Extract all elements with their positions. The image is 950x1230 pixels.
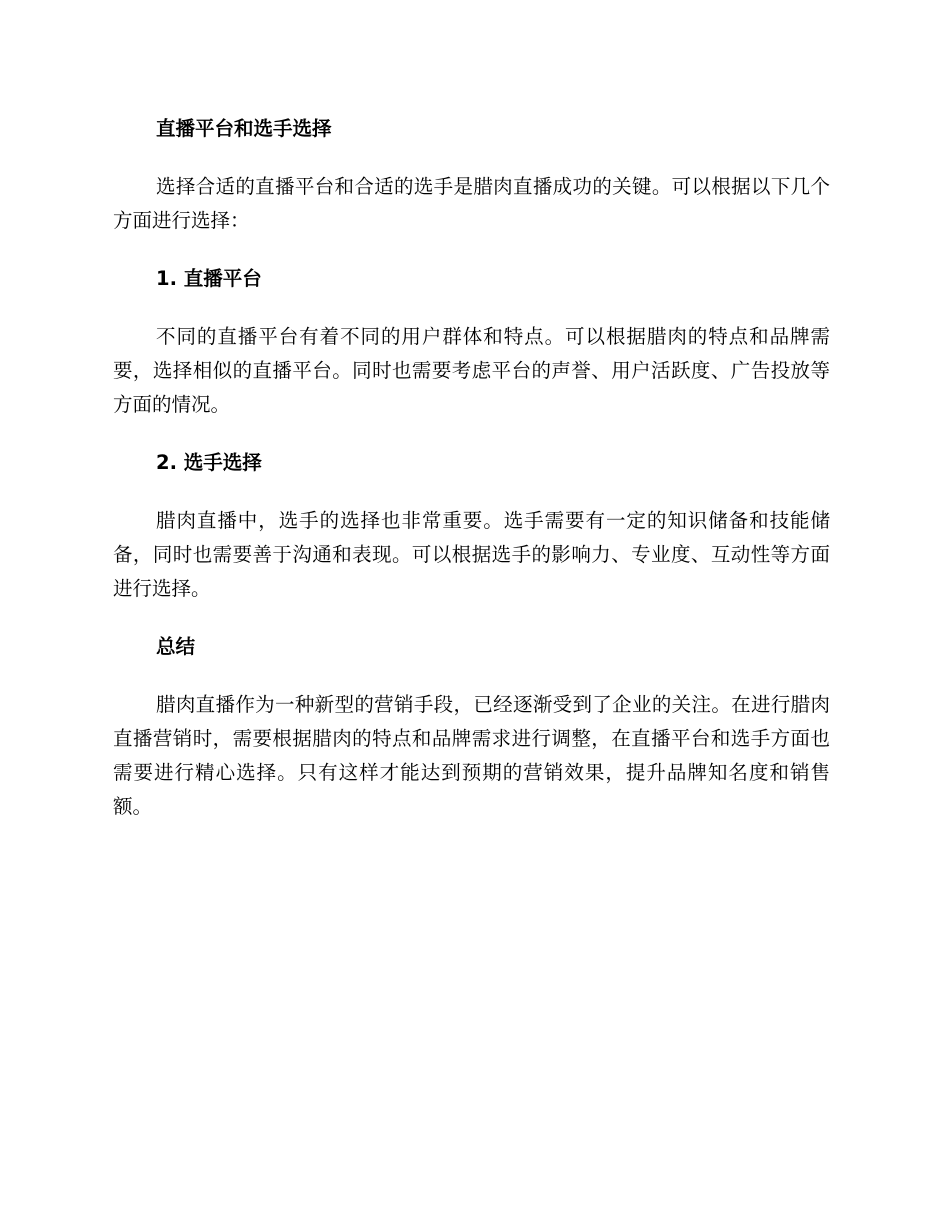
section-heading-platform-and-host: 直播平台和选手选择 — [156, 117, 332, 140]
section-heading-host-selection: 2. 选手选择 — [156, 451, 262, 474]
section-paragraph-intro: 选择合适的直播平台和合适的选手是腊肉直播成功的关键。可以根据以下几个方面进行选择： — [113, 175, 830, 232]
section-heading-summary: 总结 — [156, 635, 196, 658]
section-paragraph-host-selection: 腊肉直播中，选手的选择也非常重要。选手需要有一定的知识储备和技能储备，同时也需要善于沟通和表现。可以根据选手的影响力、专业度、互动性等方面进行选择。 — [113, 509, 830, 600]
section-paragraph-summary: 腊肉直播作为一种新型的营销手段，已经逐渐受到了企业的关注。在进行腊肉直播营销时，需要根据腊肉的特点和品牌需求进行调整，在直播平台和选手方面也需要进行精心选择。只有这样才能达到预期的营销效果，提升品牌知名度和销售额。 — [113, 693, 830, 818]
document-body — [113, 112, 830, 824]
section-heading-live-platform: 1. 直播平台 — [156, 267, 262, 290]
section-paragraph-live-platform: 不同的直播平台有着不同的用户群体和特点。可以根据腊肉的特点和品牌需要，选择相似的直播平台。同时也需要考虑平台的声誉、用户活跃度、广告投放等方面的情况。 — [113, 325, 830, 416]
